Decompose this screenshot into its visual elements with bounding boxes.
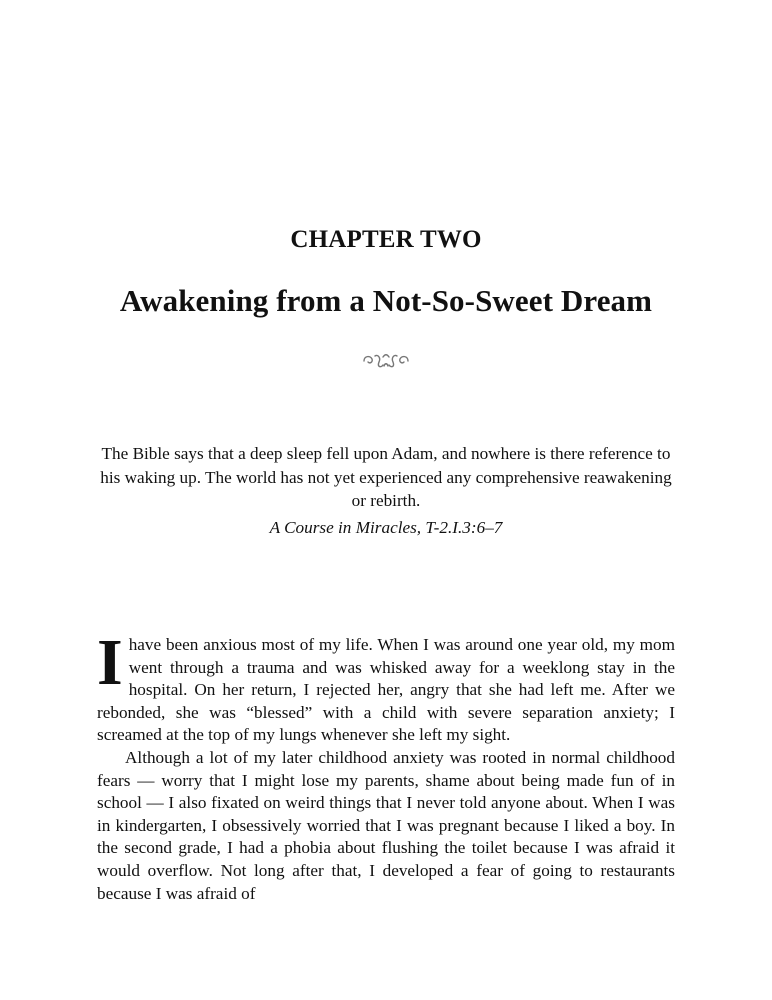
epigraph-quote: The Bible says that a deep sleep fell upon Adam, and nowhere is there reference to his waking up. The world has not yet experienced any comprehensive reawakening or rebirth. <box>100 444 672 510</box>
body-text <box>97 626 675 905</box>
chapter-title: Awakening from a Not-So-Sweet Dream <box>119 283 653 318</box>
epigraph-source: A Course in Miracles, T-2.I.3:6–7 <box>269 518 503 537</box>
chapter-label: CHAPTER TWO <box>290 226 482 253</box>
scroll-flourish-icon <box>361 352 411 370</box>
paragraph-1-text: have been anxious most of my life. When I was around one year old, my mom went through a trauma and was whisked away for a weeklong stay in the hospital. On her return, I rejected her, angry that she had left me. After we rebonded, she was “blessed” with a child with severe separation anxiety; I screamed at the top of my lungs whenever she left my sight. <box>97 635 675 745</box>
drop-cap: I <box>97 626 123 699</box>
paragraph-2: Although a lot of my later childhood anxiety was rooted in normal childhood fears — worry that I might lose my parents, shame about being made fun of in school — I also fixated on weird things that I never told anyone about. When I was in kindergarten, I obsessively worried that I was pregnant because I liked a boy. In the second grade, I had a phobia about flushing the toilet because I was afraid it would overflow. Not long after that, I developed a fear of going to restaurants because I was afraid of <box>97 747 675 903</box>
paragraph-1 <box>97 626 675 747</box>
